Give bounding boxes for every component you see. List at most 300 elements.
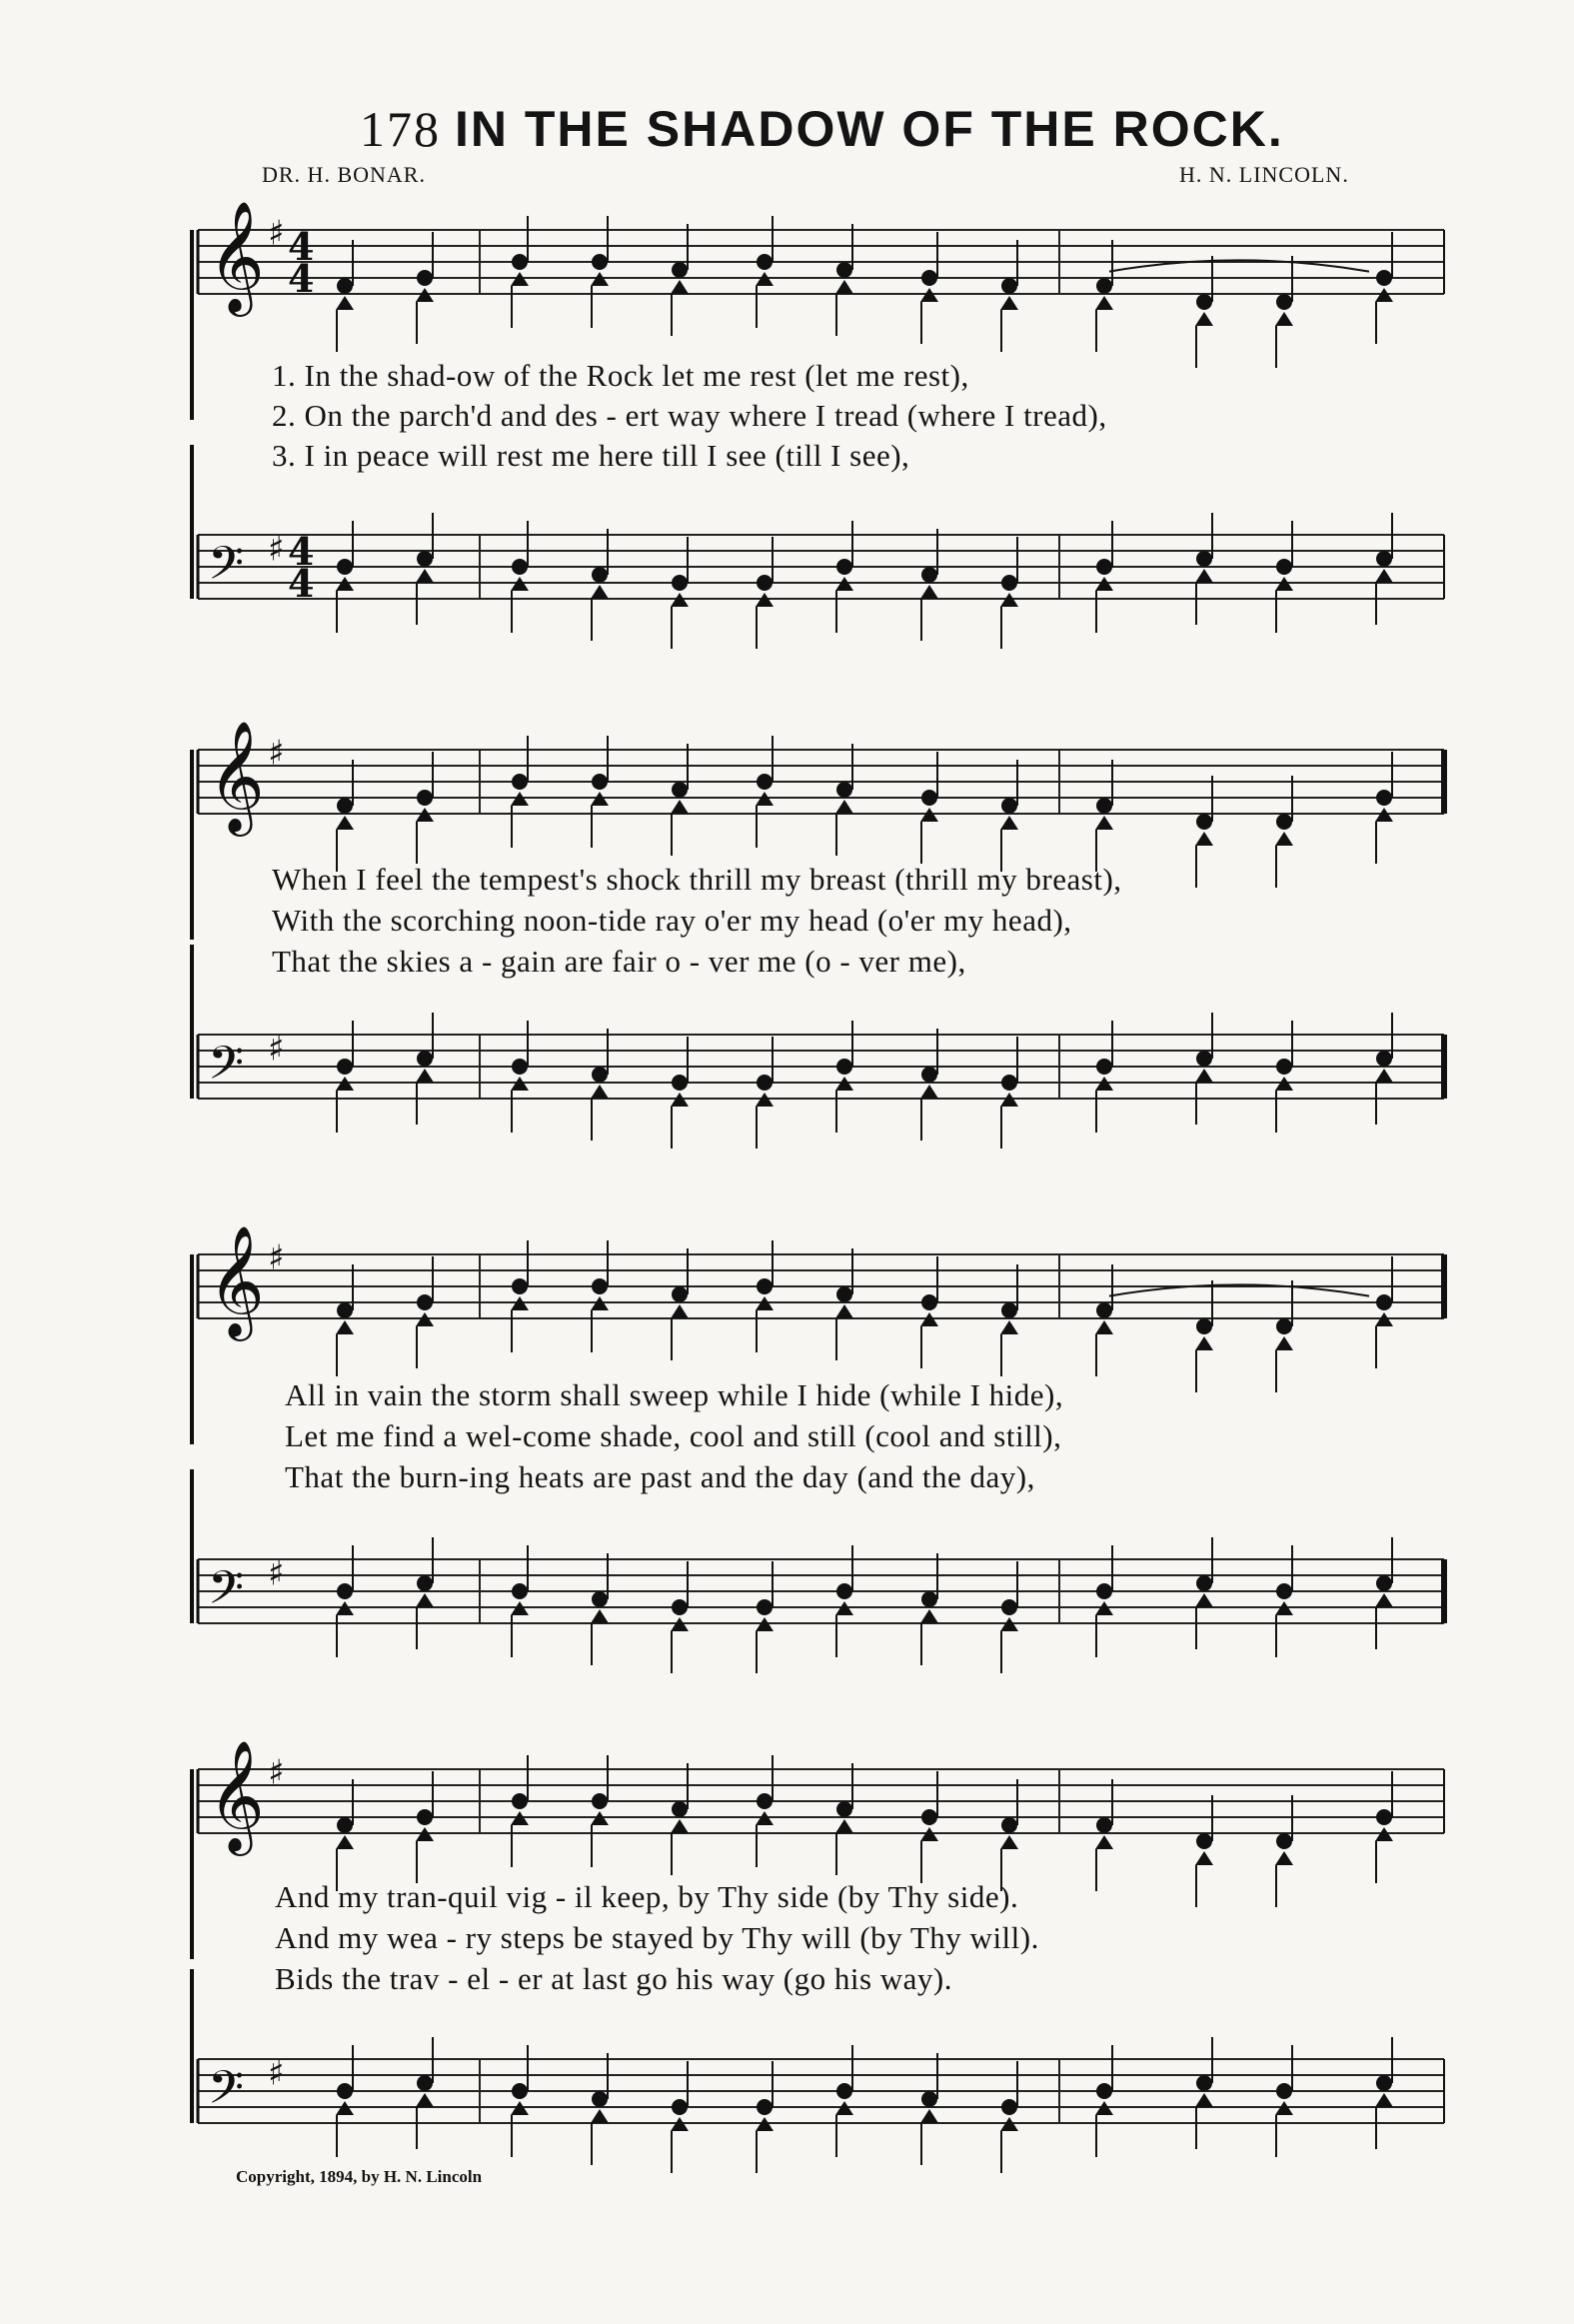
notehead bbox=[671, 1304, 689, 1318]
note-chord bbox=[920, 1029, 938, 1141]
note-chord bbox=[756, 1561, 774, 1673]
bass-clef-icon: 𝄢 bbox=[208, 2060, 245, 2126]
lyric-line: When I feel the tempest's shock thrill my breast (thrill my breast), bbox=[272, 862, 1122, 897]
notehead bbox=[1376, 1051, 1392, 1067]
note-chord bbox=[416, 1771, 434, 1883]
notehead bbox=[417, 2075, 433, 2091]
notehead bbox=[672, 575, 688, 591]
note-chord bbox=[1000, 760, 1018, 872]
notehead bbox=[417, 551, 433, 567]
notehead bbox=[512, 1278, 528, 1294]
note-chord bbox=[835, 1021, 853, 1133]
note-chord bbox=[671, 1248, 689, 1360]
note-chord bbox=[1000, 2061, 1018, 2173]
note-chord bbox=[511, 1755, 529, 1867]
treble-clef-icon: 𝄞 bbox=[208, 200, 265, 313]
note-chord bbox=[920, 1771, 938, 1883]
notehead bbox=[1196, 294, 1212, 310]
key-sharp-icon: ♯ bbox=[268, 2053, 285, 2094]
key-sharp-icon: ♯ bbox=[268, 1553, 285, 1594]
notehead bbox=[1375, 569, 1393, 583]
notehead bbox=[416, 2093, 434, 2107]
note-chord bbox=[416, 1256, 434, 1368]
notehead bbox=[672, 1075, 688, 1091]
notehead bbox=[337, 1817, 353, 1833]
note-chord bbox=[671, 2061, 689, 2173]
note-chord bbox=[416, 2037, 434, 2149]
treble-staff-system-3 bbox=[0, 1224, 1574, 1384]
notehead bbox=[512, 2083, 528, 2099]
lyric-line: And my tran-quil vig - il keep, by Thy side (by Thy side). bbox=[275, 1879, 1019, 1914]
notehead bbox=[757, 1599, 773, 1615]
notehead bbox=[337, 559, 353, 575]
hymn-number: 178 bbox=[360, 101, 441, 157]
notehead bbox=[671, 800, 689, 814]
bass-staff-system-2 bbox=[0, 1005, 1574, 1164]
notehead bbox=[417, 270, 433, 286]
note-chord bbox=[1195, 776, 1213, 888]
note-chord bbox=[1375, 2037, 1393, 2149]
note-chord bbox=[1195, 513, 1213, 625]
note-chord bbox=[336, 1264, 354, 1376]
time-signature-top: 4 bbox=[288, 224, 315, 269]
hymn-title bbox=[360, 100, 1439, 158]
note-chord bbox=[416, 1013, 434, 1125]
notehead bbox=[591, 1609, 609, 1623]
notehead bbox=[836, 1801, 852, 1817]
notehead bbox=[1276, 1833, 1292, 1849]
notehead bbox=[417, 1051, 433, 1067]
note-chord bbox=[416, 232, 434, 344]
notehead bbox=[1275, 1851, 1293, 1865]
notehead bbox=[1096, 1059, 1112, 1075]
time-signature-bottom: 4 bbox=[288, 256, 315, 301]
notehead bbox=[591, 2109, 609, 2123]
notehead bbox=[920, 2109, 938, 2123]
note-chord bbox=[416, 513, 434, 625]
note-chord bbox=[511, 1240, 529, 1352]
notehead bbox=[1000, 816, 1018, 830]
notehead bbox=[921, 1809, 937, 1825]
notehead bbox=[757, 1075, 773, 1091]
note-chord bbox=[756, 1037, 774, 1149]
notehead bbox=[417, 1809, 433, 1825]
note-chord bbox=[835, 2045, 853, 2157]
note-chord bbox=[671, 537, 689, 649]
note-chord bbox=[920, 529, 938, 641]
notehead bbox=[757, 1278, 773, 1294]
lyric-line: That the burn-ing heats are past and the day (and the day), bbox=[285, 1459, 1035, 1494]
notehead bbox=[1001, 1302, 1017, 1318]
notehead bbox=[592, 1278, 608, 1294]
lyric-line: 2. On the parch'd and des - ert way where I tread (where I tread), bbox=[272, 398, 1107, 433]
notehead bbox=[1375, 1593, 1393, 1607]
key-sharp-icon: ♯ bbox=[268, 529, 285, 570]
lyric-line: 1. In the shad-ow of the Rock let me rest (let me rest), bbox=[272, 358, 969, 393]
bass-clef-icon: 𝄢 bbox=[208, 536, 245, 602]
bass-clef-icon: 𝄢 bbox=[208, 1560, 245, 1626]
notehead bbox=[836, 1059, 852, 1075]
note-chord bbox=[835, 1545, 853, 1657]
notehead bbox=[337, 1583, 353, 1599]
note-chord bbox=[1275, 256, 1293, 368]
note-chord bbox=[511, 1545, 529, 1657]
notehead bbox=[1195, 2093, 1213, 2107]
notehead bbox=[1376, 551, 1392, 567]
notehead bbox=[1376, 1575, 1392, 1591]
note-chord bbox=[835, 1248, 853, 1360]
notehead bbox=[1196, 1833, 1212, 1849]
notehead bbox=[1375, 1069, 1393, 1083]
notehead bbox=[921, 790, 937, 806]
notehead bbox=[592, 2091, 608, 2107]
notehead bbox=[1276, 559, 1292, 575]
notehead bbox=[1275, 1336, 1293, 1350]
note-chord bbox=[336, 1021, 354, 1133]
note-chord bbox=[1275, 1545, 1293, 1657]
notehead bbox=[1195, 312, 1213, 326]
notehead bbox=[1001, 1075, 1017, 1091]
note-chord bbox=[1275, 1021, 1293, 1133]
note-chord bbox=[336, 521, 354, 633]
note-chord bbox=[1195, 256, 1213, 368]
note-chord bbox=[1195, 1280, 1213, 1392]
notehead bbox=[337, 2083, 353, 2099]
notehead bbox=[336, 296, 354, 310]
notehead bbox=[672, 1801, 688, 1817]
bass-clef-icon: 𝄢 bbox=[208, 1036, 245, 1102]
notehead bbox=[672, 262, 688, 278]
notehead bbox=[337, 798, 353, 814]
note-chord bbox=[920, 1553, 938, 1665]
notehead bbox=[592, 1591, 608, 1607]
note-chord bbox=[835, 744, 853, 856]
treble-clef-icon: 𝄞 bbox=[208, 1739, 265, 1852]
lyric-line: 3. I in peace will rest me here till I see (till I see), bbox=[272, 438, 910, 473]
lyric-line: That the skies a - gain are fair o - ver me (o - ver me), bbox=[272, 944, 966, 979]
note-chord bbox=[591, 1029, 609, 1141]
note-chord bbox=[416, 752, 434, 864]
notehead bbox=[1375, 2093, 1393, 2107]
note-chord bbox=[511, 521, 529, 633]
notehead bbox=[336, 816, 354, 830]
note-chord bbox=[1000, 240, 1018, 352]
note-chord bbox=[920, 232, 938, 344]
notehead bbox=[835, 1304, 853, 1318]
note-chord bbox=[1000, 537, 1018, 649]
notehead bbox=[1376, 790, 1392, 806]
notehead bbox=[672, 2099, 688, 2115]
notehead bbox=[671, 1819, 689, 1833]
lyric-line: All in vain the storm shall sweep while I hide (while I hide), bbox=[285, 1377, 1064, 1412]
notehead bbox=[417, 790, 433, 806]
note-chord bbox=[1000, 1264, 1018, 1376]
notehead bbox=[836, 782, 852, 798]
copyright-notice: Copyright, 1894, by H. N. Lincoln bbox=[236, 2167, 483, 2186]
note-chord bbox=[1375, 232, 1393, 344]
notehead bbox=[1195, 1593, 1213, 1607]
notehead bbox=[1196, 551, 1212, 567]
notehead bbox=[835, 280, 853, 294]
notehead bbox=[836, 262, 852, 278]
note-chord bbox=[1375, 1537, 1393, 1649]
note-chord bbox=[1275, 1280, 1293, 1392]
note-chord bbox=[1275, 2045, 1293, 2157]
notehead bbox=[1376, 270, 1392, 286]
notehead bbox=[1276, 1059, 1292, 1075]
treble-clef-icon: 𝄞 bbox=[208, 720, 265, 833]
notehead bbox=[512, 1583, 528, 1599]
notehead bbox=[1001, 575, 1017, 591]
notehead bbox=[835, 800, 853, 814]
notehead bbox=[921, 1294, 937, 1310]
notehead bbox=[591, 1085, 609, 1099]
notehead bbox=[591, 585, 609, 599]
treble-clef-icon: 𝄞 bbox=[208, 1224, 265, 1337]
note-chord bbox=[591, 736, 609, 848]
note-chord bbox=[671, 224, 689, 336]
notehead bbox=[1276, 814, 1292, 830]
notehead bbox=[1196, 1318, 1212, 1334]
treble-staff-system-1 bbox=[0, 200, 1574, 360]
notehead bbox=[1376, 1294, 1392, 1310]
notehead bbox=[836, 2083, 852, 2099]
note-chord bbox=[756, 1755, 774, 1867]
notehead bbox=[757, 774, 773, 790]
notehead bbox=[1001, 1817, 1017, 1833]
note-chord bbox=[1095, 1021, 1113, 1133]
notehead bbox=[337, 1059, 353, 1075]
note-chord bbox=[920, 1256, 938, 1368]
composer-credit: H. N. LINCOLN. bbox=[1179, 162, 1349, 187]
notehead bbox=[416, 1069, 434, 1083]
time-signature-top: 4 bbox=[288, 529, 315, 574]
note-chord bbox=[591, 529, 609, 641]
notehead bbox=[757, 2099, 773, 2115]
notehead bbox=[416, 1593, 434, 1607]
notehead bbox=[1001, 278, 1017, 294]
note-chord bbox=[336, 1779, 354, 1891]
notehead bbox=[672, 1286, 688, 1302]
note-chord bbox=[591, 2053, 609, 2165]
note-chord bbox=[1095, 1545, 1113, 1657]
notehead bbox=[1096, 559, 1112, 575]
notehead bbox=[1275, 832, 1293, 846]
note-chord bbox=[416, 1537, 434, 1649]
note-chord bbox=[835, 1763, 853, 1875]
note-chord bbox=[511, 2045, 529, 2157]
notehead bbox=[757, 254, 773, 270]
note-chord bbox=[1275, 521, 1293, 633]
notehead bbox=[337, 1302, 353, 1318]
notehead bbox=[1196, 1051, 1212, 1067]
note-chord bbox=[1195, 2037, 1213, 2149]
notehead bbox=[921, 567, 937, 583]
note-chord bbox=[1095, 1264, 1113, 1376]
notehead bbox=[592, 1067, 608, 1083]
note-chord bbox=[920, 2053, 938, 2165]
note-chord bbox=[756, 1240, 774, 1352]
notehead bbox=[512, 254, 528, 270]
notehead bbox=[1196, 814, 1212, 830]
note-chord bbox=[756, 216, 774, 328]
author-credit: DR. H. BONAR. bbox=[262, 162, 426, 187]
notehead bbox=[672, 782, 688, 798]
notehead bbox=[1195, 569, 1213, 583]
note-chord bbox=[835, 224, 853, 336]
note-chord bbox=[671, 1037, 689, 1149]
note-chord bbox=[336, 2045, 354, 2157]
notehead bbox=[512, 1793, 528, 1809]
note-chord bbox=[591, 1240, 609, 1352]
notehead bbox=[920, 1609, 938, 1623]
notehead bbox=[416, 569, 434, 583]
note-chord bbox=[756, 537, 774, 649]
note-chord bbox=[756, 736, 774, 848]
bass-staff-system-3 bbox=[0, 1529, 1574, 1689]
note-chord bbox=[1095, 1779, 1113, 1891]
bass-staff-system-4 bbox=[0, 2029, 1574, 2189]
notehead bbox=[417, 1575, 433, 1591]
notehead bbox=[512, 774, 528, 790]
notehead bbox=[592, 567, 608, 583]
notehead bbox=[1276, 1583, 1292, 1599]
note-chord bbox=[1095, 2045, 1113, 2157]
note-chord bbox=[1375, 752, 1393, 864]
notehead bbox=[1195, 1336, 1213, 1350]
note-chord bbox=[336, 240, 354, 352]
notehead bbox=[1096, 1302, 1112, 1318]
lyric-line: With the scorching noon-tide ray o'er my head (o'er my head), bbox=[272, 903, 1072, 938]
note-chord bbox=[336, 1545, 354, 1657]
key-sharp-icon: ♯ bbox=[268, 1752, 285, 1793]
note-chord bbox=[591, 216, 609, 328]
notehead bbox=[921, 1591, 937, 1607]
note-chord bbox=[671, 744, 689, 856]
note-chord bbox=[671, 1561, 689, 1673]
notehead bbox=[1196, 2075, 1212, 2091]
notehead bbox=[1276, 2083, 1292, 2099]
notehead bbox=[1001, 1599, 1017, 1615]
notehead bbox=[1195, 1069, 1213, 1083]
note-chord bbox=[1000, 1561, 1018, 1673]
notehead bbox=[592, 1793, 608, 1809]
note-chord bbox=[835, 521, 853, 633]
notehead bbox=[592, 774, 608, 790]
notehead bbox=[1001, 2099, 1017, 2115]
note-chord bbox=[511, 736, 529, 848]
note-chord bbox=[511, 216, 529, 328]
notehead bbox=[1275, 312, 1293, 326]
note-chord bbox=[1375, 513, 1393, 625]
note-chord bbox=[511, 1021, 529, 1133]
note-chord bbox=[1095, 760, 1113, 872]
notehead bbox=[671, 280, 689, 294]
note-chord bbox=[1375, 1256, 1393, 1368]
notehead bbox=[835, 1819, 853, 1833]
note-chord bbox=[1000, 1779, 1018, 1891]
notehead bbox=[1096, 1583, 1112, 1599]
notehead bbox=[1195, 832, 1213, 846]
notehead bbox=[417, 1294, 433, 1310]
notehead bbox=[920, 1085, 938, 1099]
notehead bbox=[1096, 2083, 1112, 2099]
note-chord bbox=[1275, 1795, 1293, 1907]
notehead bbox=[512, 559, 528, 575]
notehead bbox=[1095, 1320, 1113, 1334]
notehead bbox=[921, 1067, 937, 1083]
note-chord bbox=[1375, 1771, 1393, 1883]
treble-staff-system-2 bbox=[0, 720, 1574, 880]
notehead bbox=[592, 254, 608, 270]
bass-staff-system-1 bbox=[0, 505, 1574, 665]
notehead bbox=[1096, 798, 1112, 814]
notehead bbox=[672, 1599, 688, 1615]
notehead bbox=[1276, 294, 1292, 310]
notehead bbox=[1000, 296, 1018, 310]
notehead bbox=[757, 1793, 773, 1809]
lyric-line: Let me find a wel-come shade, cool and still (cool and still), bbox=[285, 1418, 1062, 1453]
notehead bbox=[1195, 1851, 1213, 1865]
notehead bbox=[512, 1059, 528, 1075]
note-chord bbox=[1195, 1537, 1213, 1649]
notehead bbox=[920, 585, 938, 599]
note-chord bbox=[1095, 521, 1113, 633]
key-sharp-icon: ♯ bbox=[268, 1029, 285, 1070]
notehead bbox=[336, 1835, 354, 1849]
notehead bbox=[836, 1583, 852, 1599]
hymn-title-text: IN THE SHADOW OF THE ROCK. bbox=[455, 101, 1284, 157]
note-chord bbox=[1195, 1795, 1213, 1907]
note-chord bbox=[756, 2061, 774, 2173]
treble-staff-system-4 bbox=[0, 1739, 1574, 1899]
notehead bbox=[1376, 2075, 1392, 2091]
notehead bbox=[757, 575, 773, 591]
notehead bbox=[1096, 1817, 1112, 1833]
note-chord bbox=[1095, 240, 1113, 352]
key-sharp-icon: ♯ bbox=[268, 733, 285, 774]
notehead bbox=[1000, 1320, 1018, 1334]
notehead bbox=[336, 1320, 354, 1334]
key-sharp-icon: ♯ bbox=[268, 1237, 285, 1278]
note-chord bbox=[920, 752, 938, 864]
notehead bbox=[1376, 1809, 1392, 1825]
notehead bbox=[1196, 1575, 1212, 1591]
notehead bbox=[337, 278, 353, 294]
note-chord bbox=[336, 760, 354, 872]
notehead bbox=[1001, 798, 1017, 814]
note-chord bbox=[1275, 776, 1293, 888]
note-chord bbox=[591, 1755, 609, 1867]
notehead bbox=[1096, 278, 1112, 294]
lyric-line: Bids the trav - el - er at last go his way (go his way). bbox=[275, 1961, 952, 1996]
notehead bbox=[921, 2091, 937, 2107]
notehead bbox=[1276, 1318, 1292, 1334]
note-chord bbox=[671, 1763, 689, 1875]
notehead bbox=[836, 559, 852, 575]
notehead bbox=[1095, 1835, 1113, 1849]
notehead bbox=[921, 270, 937, 286]
note-chord bbox=[1375, 1013, 1393, 1125]
time-signature-bottom: 4 bbox=[288, 561, 315, 606]
notehead bbox=[1000, 1835, 1018, 1849]
key-sharp-icon: ♯ bbox=[268, 213, 285, 254]
note-chord bbox=[1195, 1013, 1213, 1125]
notehead bbox=[1095, 816, 1113, 830]
notehead bbox=[1095, 296, 1113, 310]
note-chord bbox=[1000, 1037, 1018, 1149]
note-chord bbox=[591, 1553, 609, 1665]
